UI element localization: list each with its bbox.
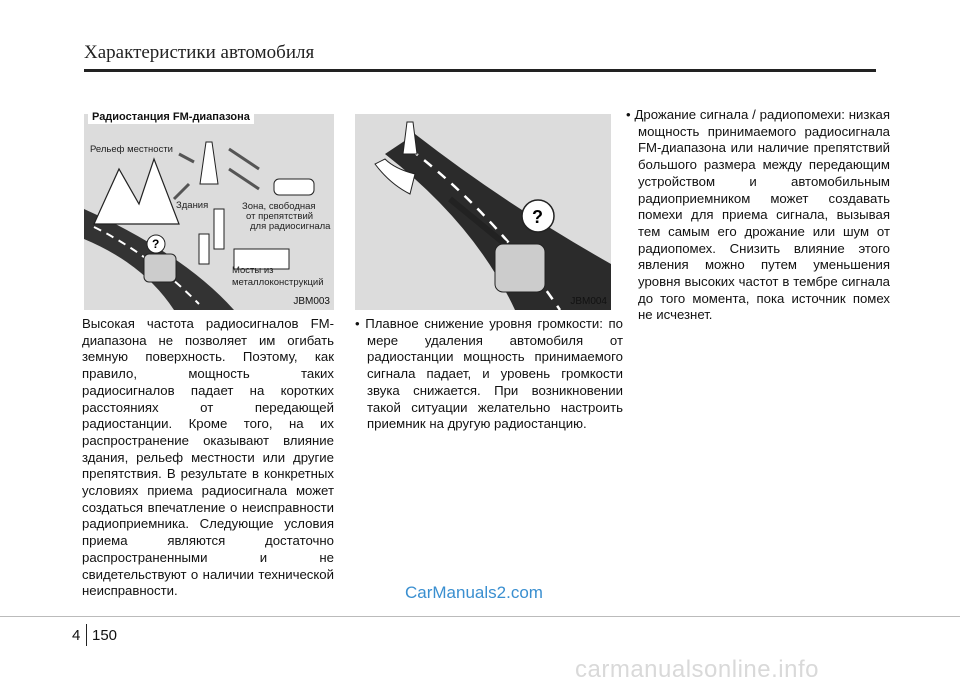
label-free-zone-3: для радиосигнала [250,221,331,232]
car-free-zone [274,179,314,195]
fm-radio-figure [84,114,334,310]
car-on-road [144,254,176,282]
label-free-zone-2: от препятствий [246,211,314,222]
tower-shape [200,142,218,184]
label-terrain: Рельеф местности [90,144,173,155]
page-header-title: Характеристики автомобиля [84,42,315,63]
label-bridges-2: металлоконструкций [232,277,324,288]
figure-caption: Радиостанция FM-диапазона [88,110,254,124]
mountains-shape [94,159,179,224]
page-number: 150 [92,627,118,644]
figure-code: JBM004 [570,296,607,307]
signal-loss-illustration [355,114,611,310]
header-rule [84,69,876,72]
chapter-number: 4 [72,627,81,644]
building-shape [214,209,224,249]
building-shape [199,234,209,264]
figure-code: JBM003 [293,296,330,307]
watermark-top[interactable]: CarManuals2.com [405,583,543,602]
car-shape [495,244,545,292]
column-2-bullet: • Плавное снижение уровня громкости: по мере удаления автомобиля от радиостанции мощность принимаемого сигнала падает, и уровень громкости звука снижается. При возникновении такой ситуации желательно настроить приемник на другую радиостанцию. [355,316,623,433]
watermark-bottom[interactable]: carmanualsonline.info [575,656,819,683]
question-mark: ? [152,237,160,251]
label-buildings: Здания [176,200,209,211]
question-mark: ? [532,207,543,227]
footer-rule [0,616,960,617]
label-bridges-1: Мосты из [232,265,274,276]
footer-divider [86,624,87,646]
column-1-text: Высокая частота радиосигналов FM-диапазона не позволяет им огибать земную поверхность. Поэтому, как правило, мощность таких радиосигналов падает на коротких расстояниях от передающей радиостанции. Кроме того, на их распространение оказывают влияние здания, рельеф местности или другие препятствия. В результате в конкретных условиях приема радиосигнала может создаться впечатление о неисправности радиоприемника. Следующие условия приема являются достаточно распространенными и не свидетельствуют о наличии технической неисправности. [82,316,334,599]
label-free-zone-1: Зона, свободная [242,201,316,212]
tower-shape [403,122,417,154]
signal-loss-figure [355,114,611,310]
column-3-bullet: • Дрожание сигнала / радиопомехи: низкая мощность принимаемого радиосигнала FM-диапазона или наличие препятствий большого размера между передающим устройством и автомобильным радиоприемником может создавать помехи для приема сигнала, вызывая тем самым его дрожание или шум от радиопомех. Снизить влияние этого явления можно путем уменьшения уровня высоких частот в тембре сигнала до того момента, пока источник помех не исчезнет. [626,107,890,324]
